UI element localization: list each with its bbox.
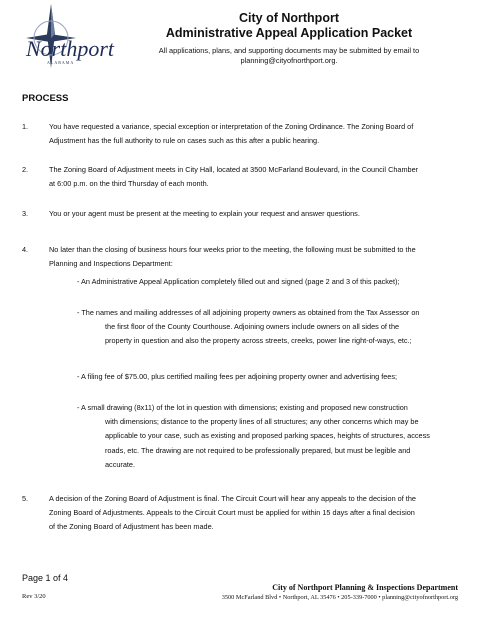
sub-list-item: - An Administrative Appeal Application completely filled out and signed (page 2 and 3 of this packet);	[77, 277, 400, 286]
logo-word: Northport	[26, 36, 115, 61]
email-link[interactable]: planning@cityofnorthport.org.	[240, 56, 338, 65]
page-title: City of Northport	[239, 11, 339, 25]
page-number: Page 1 of 4	[22, 573, 69, 583]
section-heading: PROCESS	[22, 93, 69, 104]
item-number: 1.	[22, 122, 29, 131]
list-item: A decision of the Zoning Board of Adjustment is final. The Circuit Court will hear any appeals to the decision of the Zoning Board of Adjustments. Appeals to the Circuit Court must be applied for within 15 days after a final decision of the Zoning Board of Adjustment has been made.	[49, 494, 416, 532]
page-subtitle: Administrative Appeal Application Packet	[165, 26, 413, 40]
sub-list-item: - A small drawing (8x11) of the lot in question with dimensions; existing and proposed new construction with dimensions; distance to the property lines of all structures; any other concerns which may be applicable to your case, such as existing and proposed parking spaces, heights of structures, access roads, etc. The drawing are not required to be professionally prepared, but must be legible and accurate.	[77, 403, 430, 469]
list-item: You or your agent must be present at the meeting to explain your request and answer questions.	[49, 209, 360, 218]
logo-state: ALABAMA	[47, 60, 75, 65]
sub-list-item: - A filing fee of $75.00, plus certified mailing fees per adjoining property owner and advertising fees;	[77, 372, 398, 381]
northport-logo	[20, 4, 115, 80]
list-item: No later than the closing of business hours four weeks prior to the meeting, the following must be submitted to the Planning and Inspections Department:	[49, 245, 416, 269]
sub-list-item: - The names and mailing addresses of all adjoining property owners as obtained from the Tax Assessor on the first floor of the County Courthouse. Adjoining owners include owners on all sides of the property in question and also the property across streets, creeks, power line right-of-ways, etc.;	[77, 308, 420, 346]
item-number: 2.	[22, 165, 29, 174]
item-number: 3.	[22, 209, 29, 218]
item-number: 4.	[22, 245, 29, 254]
department-address: 3500 McFarland Blvd • Northport, AL 35476 • 205-339-7000 • planning@cityofnorthport.org	[221, 594, 458, 601]
item-number: 5.	[22, 494, 29, 503]
list-item: You have requested a variance, special exception or interpretation of the Zoning Ordinance. The Zoning Board of Adjustment has the full authority to rule on cases such as this after a public hearing.	[49, 122, 414, 146]
list-item: The Zoning Board of Adjustment meets in City Hall, located at 3500 McFarland Boulevard, in the Council Chamber at 6:00 p.m. on the third Thursday of each month.	[49, 165, 419, 189]
revision-label: Rev 3/20	[22, 593, 46, 600]
submission-note: All applications, plans, and supporting documents may be submitted by email to planning@cityofnorthport.org.	[104, 46, 474, 66]
department-name: City of Northport Planning & Inspections Department	[272, 583, 458, 592]
